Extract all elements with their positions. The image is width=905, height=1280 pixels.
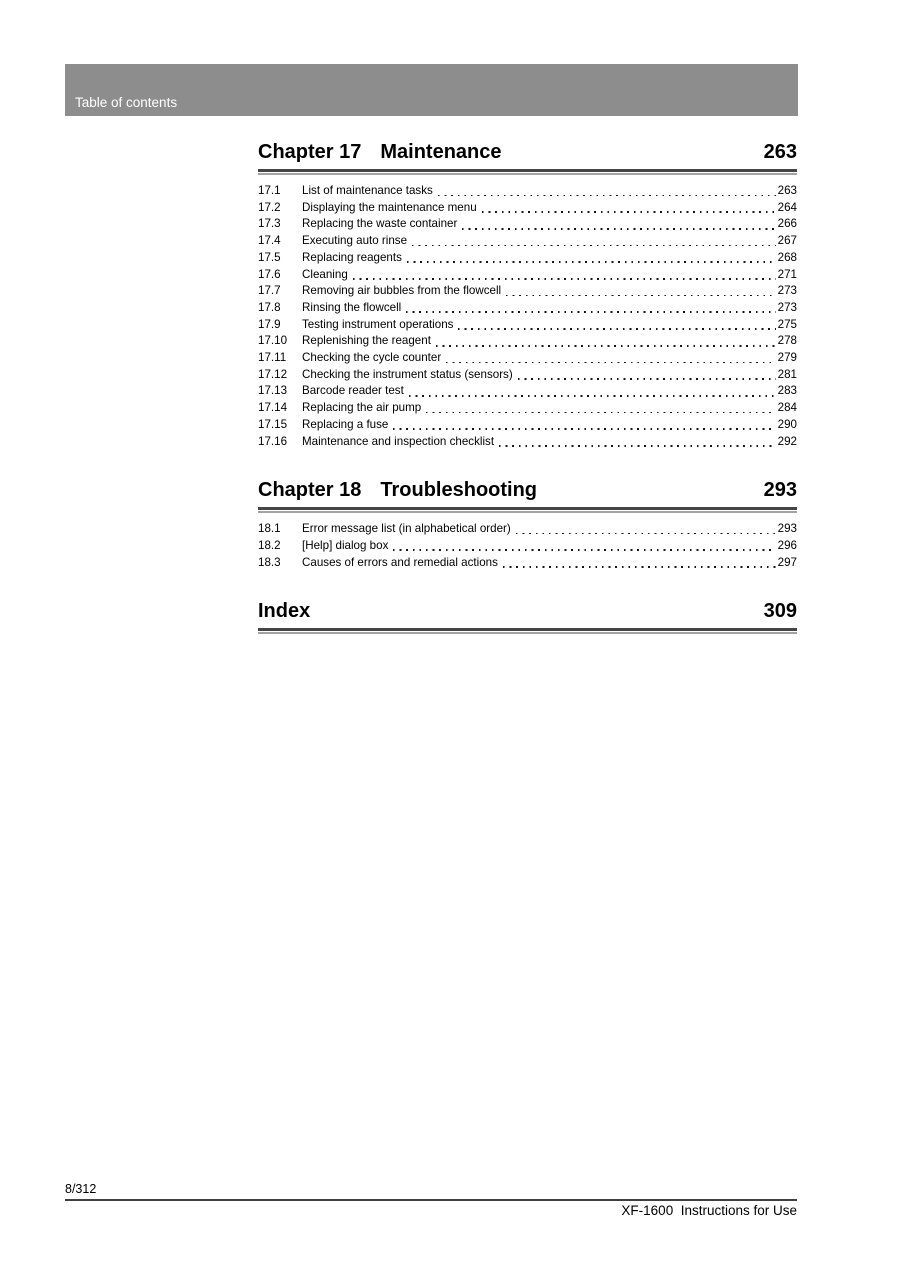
entry-page-number: 273	[777, 300, 797, 314]
page-header-bar	[65, 64, 798, 116]
entry-page-number: 284	[777, 401, 797, 415]
entry-title: Checking the instrument status (sensors)	[302, 367, 513, 381]
toc-entry[interactable]	[258, 233, 797, 250]
toc-entry[interactable]	[258, 183, 797, 200]
chapter-rule	[258, 169, 797, 175]
toc-entries	[258, 183, 797, 450]
entry-page-number: 293	[777, 522, 797, 536]
toc-entry[interactable]	[258, 434, 797, 451]
chapter-label: Chapter 18	[258, 479, 362, 502]
footer-divider	[65, 1199, 797, 1201]
entry-page-number: 264	[777, 200, 797, 214]
entry-number: 17.9	[258, 317, 281, 331]
entry-title: Removing air bubbles from the flowcell	[302, 284, 502, 298]
toc-entry[interactable]	[258, 417, 797, 434]
entry-title: Barcode reader test	[302, 384, 404, 398]
chapter-heading[interactable]	[258, 477, 797, 503]
chapter-heading[interactable]	[258, 598, 797, 624]
entry-page-number: 292	[777, 434, 797, 448]
header-title: Table of contents	[75, 94, 178, 110]
entry-number: 17.2	[258, 200, 281, 214]
entry-number: 17.14	[258, 401, 288, 415]
entry-number: 17.16	[258, 434, 288, 448]
toc-section	[258, 598, 797, 634]
entry-number: 17.12	[258, 367, 288, 381]
chapter-rule	[258, 507, 797, 513]
chapter-page-number: 263	[763, 141, 797, 163]
entry-title: Replacing a fuse	[302, 417, 389, 431]
entry-number: 18.3	[258, 555, 281, 569]
entry-title: Checking the cycle counter	[302, 351, 442, 365]
entry-number: 17.4	[258, 234, 281, 248]
dot-leader	[407, 250, 776, 267]
toc-entry[interactable]	[258, 538, 797, 555]
entry-number: 17.10	[258, 334, 288, 348]
entry-page-number: 271	[777, 267, 797, 281]
entry-number: 17.7	[258, 284, 281, 298]
entry-number: 17.11	[258, 351, 287, 365]
entry-title: Replacing the waste container	[302, 217, 458, 231]
entry-number: 18.2	[258, 538, 281, 552]
dot-leader	[503, 555, 776, 572]
toc-entry[interactable]	[258, 521, 797, 538]
chapter-page-number: 309	[763, 600, 797, 623]
dot-leader	[458, 317, 775, 334]
toc-entry[interactable]	[258, 267, 797, 284]
entry-title: Replacing the air pump	[302, 401, 422, 415]
entry-title: Maintenance and inspection checklist	[302, 434, 495, 448]
toc-sections	[258, 139, 797, 634]
toc-entry[interactable]	[258, 555, 797, 572]
toc-entry[interactable]	[258, 383, 797, 400]
toc-entry[interactable]	[258, 333, 797, 350]
entry-title: Cleaning	[302, 267, 348, 281]
toc-entry[interactable]	[258, 400, 797, 417]
toc-entry[interactable]	[258, 300, 797, 317]
entry-number: 17.13	[258, 384, 288, 398]
toc-entries	[258, 521, 797, 571]
toc-section	[258, 477, 797, 571]
entry-page-number: 266	[777, 217, 797, 231]
toc-entry[interactable]	[258, 283, 797, 300]
dot-leader	[393, 417, 775, 434]
entry-title: Executing auto rinse	[302, 234, 408, 248]
dot-leader	[499, 434, 776, 451]
entry-title: Replenishing the reagent	[302, 334, 431, 348]
dot-leader	[426, 400, 775, 417]
dot-leader	[353, 267, 776, 284]
entry-page-number: 263	[777, 184, 797, 197]
dot-leader	[406, 300, 775, 317]
entry-title: Displaying the maintenance menu	[302, 200, 477, 214]
entry-page-number: 275	[777, 317, 797, 331]
toc-section	[258, 139, 797, 450]
toc-entry[interactable]	[258, 367, 797, 384]
chapter-rule	[258, 628, 797, 634]
dot-leader	[436, 333, 776, 350]
entry-page-number: 268	[777, 250, 797, 264]
entry-title: List of maintenance tasks	[302, 184, 433, 197]
entry-page-number: 297	[777, 555, 797, 569]
toc-entry[interactable]	[258, 250, 797, 267]
dot-leader	[482, 200, 776, 217]
entry-number: 17.8	[258, 300, 281, 314]
chapter-heading[interactable]	[258, 139, 797, 165]
entry-title: Testing instrument operations	[302, 317, 454, 331]
entry-page-number: 290	[777, 417, 797, 431]
dot-leader	[393, 538, 775, 555]
entry-number: 17.1	[258, 184, 281, 197]
dot-leader	[516, 521, 776, 538]
footer-page-number: 8/312	[65, 1182, 97, 1196]
entry-page-number: 267	[777, 234, 797, 248]
entry-number: 17.6	[258, 267, 281, 281]
entry-number: 17.15	[258, 417, 288, 431]
entry-number: 17.3	[258, 217, 281, 231]
entry-page-number: 273	[777, 284, 797, 298]
chapter-label: Chapter 17	[258, 141, 362, 163]
toc-entry[interactable]	[258, 216, 797, 233]
entry-page-number: 279	[777, 351, 797, 365]
dot-leader	[409, 383, 776, 400]
footer-doc-title: XF-1600 Instructions for Use	[621, 1203, 797, 1218]
chapter-page-number: 293	[763, 479, 797, 502]
entry-title: [Help] dialog box	[302, 538, 389, 552]
entry-title: Rinsing the flowcell	[302, 300, 402, 314]
chapter-title: Troubleshooting	[380, 479, 538, 502]
entry-page-number: 283	[777, 384, 797, 398]
toc-content	[258, 139, 797, 661]
entry-number: 17.5	[258, 250, 281, 264]
entry-number: 18.1	[258, 522, 281, 536]
dot-leader	[412, 233, 776, 250]
dot-leader	[462, 216, 775, 233]
entry-page-number: 278	[777, 334, 797, 348]
entry-title: Causes of errors and remedial actions	[302, 555, 498, 569]
entry-page-number: 281	[777, 367, 797, 381]
toc-entry[interactable]	[258, 200, 797, 217]
dot-leader	[506, 283, 776, 300]
toc-entry[interactable]	[258, 317, 797, 334]
chapter-title: Maintenance	[380, 141, 502, 163]
toc-entry[interactable]	[258, 350, 797, 367]
dot-leader	[438, 183, 776, 200]
dot-leader	[518, 367, 776, 384]
entry-title: Replacing reagents	[302, 250, 402, 264]
entry-page-number: 296	[777, 538, 797, 552]
chapter-label: Index	[258, 600, 311, 623]
entry-title: Error message list (in alphabetical order)	[302, 522, 511, 536]
dot-leader	[446, 350, 775, 367]
